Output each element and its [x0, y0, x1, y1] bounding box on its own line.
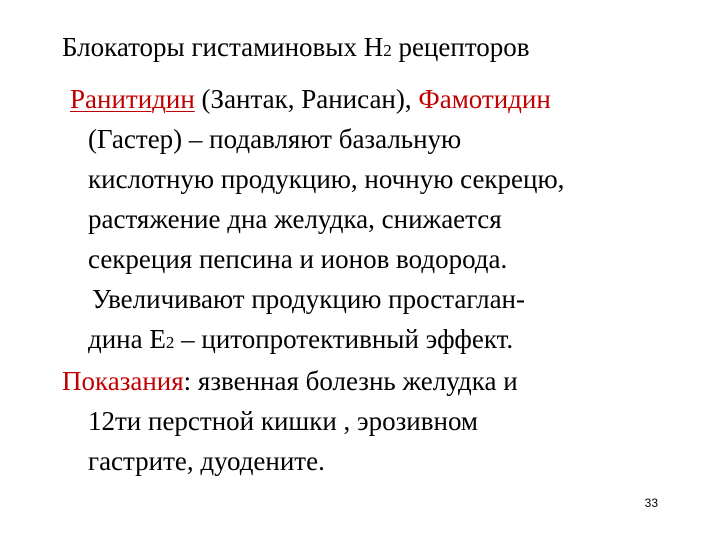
drug-names-line	[70, 82, 551, 116]
body-line: кислотную продукцию, ночную секрецю,	[88, 164, 565, 194]
indications-label: Показания	[62, 366, 184, 396]
page-number: 33	[644, 496, 658, 510]
title-rest: рецепторов	[391, 32, 530, 62]
body-text: – цитопротективный эффект.	[174, 324, 514, 354]
body-text: дина Е	[88, 324, 166, 354]
body-line: 12ти перстной кишки , эрозивном	[88, 406, 479, 436]
indications-line	[62, 364, 518, 398]
brand-names: (Зантак, Ранисан),	[194, 84, 419, 114]
title-subscript: 2	[383, 41, 392, 60]
slide-title	[62, 30, 530, 68]
body-line: Увеличивают продукцию простаглан-	[92, 284, 526, 314]
body-line: секреция пепсина и ионов водорода.	[88, 244, 508, 274]
drug-ranitidine: Ранитидин	[70, 84, 195, 114]
body-line	[88, 322, 513, 360]
body-subscript: 2	[165, 333, 175, 352]
body-line: растяжение дна желудка, снижается	[88, 204, 502, 234]
indications-text: : язвенная болезнь желудка и	[183, 366, 518, 396]
body-line: гастрите, дуодените.	[88, 446, 325, 476]
title-text: Блокаторы гистаминовых Н	[62, 32, 384, 62]
drug-famotidine: Фамотидин	[418, 84, 551, 114]
body-line: (Гастер) – подавляют базальную	[88, 124, 462, 154]
